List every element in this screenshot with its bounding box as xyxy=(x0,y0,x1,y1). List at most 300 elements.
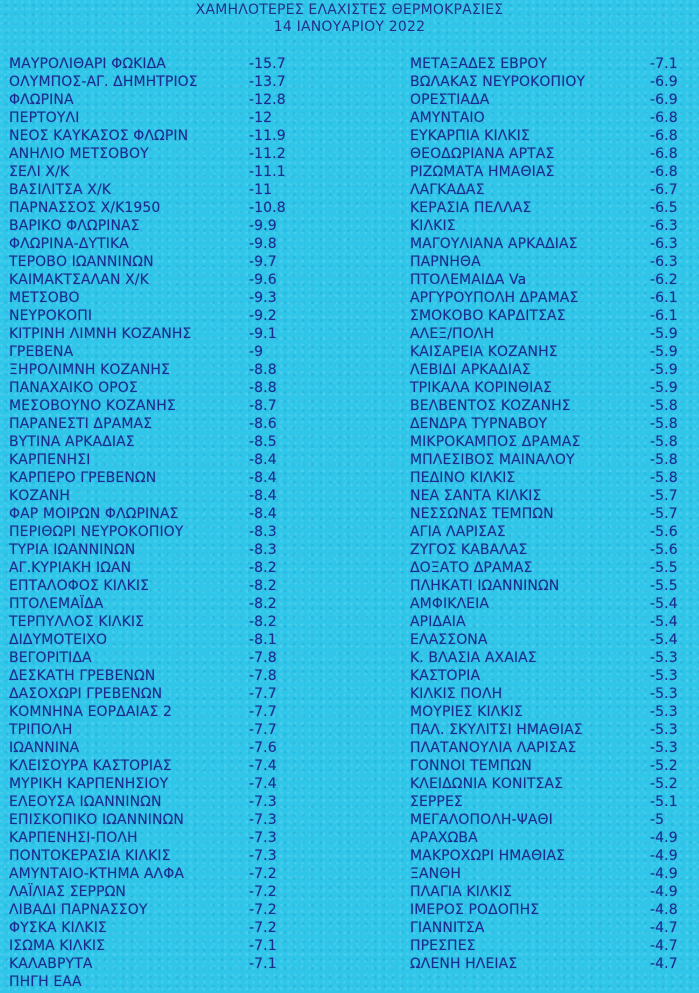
station-temperature: -10.8 xyxy=(249,200,286,216)
station-row xyxy=(9,919,299,937)
station-temperature: -9.2 xyxy=(249,308,277,324)
station-temperature: -6.9 xyxy=(650,92,678,108)
station-name: ΔΕΝΔΡΑ ΤΥΡΝΑΒΟΥ xyxy=(410,416,548,432)
station-row xyxy=(9,379,299,397)
station-temperature: -7.1 xyxy=(249,938,277,954)
station-temperature: -8.4 xyxy=(249,470,277,486)
station-temperature: -5.3 xyxy=(650,668,678,684)
station-row xyxy=(410,685,692,703)
station-name: ΝΕΣΣΩΝΑΣ ΤΕΜΠΩΝ xyxy=(410,506,554,522)
station-name: ΝΕΑ ΣΑΝΤΑ ΚΙΛΚΙΣ xyxy=(410,488,542,504)
station-name: ΤΕΡΠΥΛΛΟΣ ΚΙΛΚΙΣ xyxy=(9,614,145,630)
station-temperature: -7.2 xyxy=(249,866,277,882)
station-row xyxy=(9,865,299,883)
station-name: ΜΙΚΡΟΚΑΜΠΟΣ ΔΡΑΜΑΣ xyxy=(410,434,581,450)
station-name: ΑΛΕΞ/ΠΟΛΗ xyxy=(410,326,495,342)
station-temperature: -15.7 xyxy=(249,56,286,72)
station-name: ΙΣΩΜΑ ΚΙΛΚΙΣ xyxy=(9,938,106,954)
station-row xyxy=(410,811,692,829)
station-row xyxy=(410,433,692,451)
station-name: ΣΜΟΚΟΒΟ ΚΑΡΔΙΤΣΑΣ xyxy=(410,308,566,324)
station-row xyxy=(410,145,692,163)
station-temperature: -5.3 xyxy=(650,704,678,720)
station-name: ΙΩΑΝΝΙΝΑ xyxy=(9,740,80,756)
station-temperature: -7.7 xyxy=(249,686,277,702)
station-row xyxy=(9,847,299,865)
station-name: ΓΟΝΝΟΙ ΤΕΜΠΩΝ xyxy=(410,758,532,774)
station-row xyxy=(9,793,299,811)
station-name: ΓΙΑΝΝΙΤΣΑ xyxy=(410,920,485,936)
station-temperature: -5.6 xyxy=(650,542,678,558)
station-row xyxy=(410,577,692,595)
station-row xyxy=(9,541,299,559)
station-temperature: -4.9 xyxy=(650,830,678,846)
station-name: ΝΕΥΡΟΚΟΠΙ xyxy=(9,308,93,324)
station-name: ΝΕΟΣ ΚΑΥΚΑΣΟΣ ΦΛΩΡΙΝ xyxy=(9,128,189,144)
station-temperature: -7.7 xyxy=(249,722,277,738)
station-name: ΔΕΣΚΑΤΗ ΓΡΕΒΕΝΩΝ xyxy=(9,668,156,684)
right-temperature-list xyxy=(410,55,692,973)
station-row xyxy=(410,955,692,973)
station-row xyxy=(410,793,692,811)
station-name: ΠΛΗΚΑΤΙ ΙΩΑΝΝΙΝΩΝ xyxy=(410,578,560,594)
station-name: ΜΑΚΡΟΧΩΡΙ ΗΜΑΘΙΑΣ xyxy=(410,848,566,864)
station-row xyxy=(9,127,299,145)
station-name: ΙΜΕΡΟΣ ΡΟΔΟΠΗΣ xyxy=(410,902,540,918)
station-temperature: -9.9 xyxy=(249,218,277,234)
station-name: ΡΙΖΩΜΑΤΑ ΗΜΑΘΙΑΣ xyxy=(410,164,555,180)
station-temperature: -6.8 xyxy=(650,128,678,144)
station-row xyxy=(9,559,299,577)
station-temperature: -8.3 xyxy=(249,542,277,558)
station-temperature: -8.4 xyxy=(249,506,277,522)
station-row xyxy=(9,55,299,73)
station-name: ΜΥΡΙΚΗ ΚΑΡΠΕΝΗΣΙΟΥ xyxy=(9,776,169,792)
station-temperature: -8.1 xyxy=(249,632,277,648)
station-temperature: -7.7 xyxy=(249,704,277,720)
station-name: ΔΑΣΟΧΩΡΙ ΓΡΕΒΕΝΩΝ xyxy=(9,686,163,702)
station-temperature: -11.1 xyxy=(249,164,286,180)
station-temperature: -6.8 xyxy=(650,146,678,162)
station-row xyxy=(9,829,299,847)
station-name: ΠΑΡΑΝΕΣΤΙ ΔΡΑΜΑΣ xyxy=(9,416,153,432)
station-temperature: -4.7 xyxy=(650,938,678,954)
station-name: ΜΕΤΣΟΒΟ xyxy=(9,290,80,306)
station-temperature: -7.1 xyxy=(650,56,678,72)
station-temperature: -5.3 xyxy=(650,740,678,756)
station-temperature: -5.7 xyxy=(650,488,678,504)
station-temperature: -5.9 xyxy=(650,344,678,360)
station-temperature: -6.5 xyxy=(650,200,678,216)
station-name: ΠΟΝΤΟΚΕΡΑΣΙΑ ΚΙΛΚΙΣ xyxy=(9,848,171,864)
station-temperature: -8.7 xyxy=(249,398,277,414)
station-temperature: -6.1 xyxy=(650,308,678,324)
station-row xyxy=(9,217,299,235)
station-temperature: -8.4 xyxy=(249,488,277,504)
station-row xyxy=(9,685,299,703)
station-row xyxy=(410,325,692,343)
station-name: ΑΡΙΔΑΙΑ xyxy=(410,614,466,630)
station-name: ΚΑΡΠΕΝΗΣΙ-ΠΟΛΗ xyxy=(9,830,138,846)
station-temperature: -7.2 xyxy=(249,884,277,900)
station-row xyxy=(9,721,299,739)
station-name: ΠΗΓΗ ΕΑΑ xyxy=(9,974,82,990)
station-row xyxy=(410,451,692,469)
station-row xyxy=(410,361,692,379)
station-name: ΛΕΒΙΔΙ ΑΡΚΑΔΙΑΣ xyxy=(410,362,531,378)
station-name: ΒΑΣΙΛΙΤΣΑ Χ/Κ xyxy=(9,182,112,198)
station-name: ΠΤΟΛΕΜΑΪΔΑ xyxy=(9,596,104,612)
station-temperature: -8.2 xyxy=(249,596,277,612)
station-name: ΕΠΤΑΛΟΦΟΣ ΚΙΛΚΙΣ xyxy=(9,578,150,594)
station-name: ΚΟΖΑΝΗ xyxy=(9,488,70,504)
station-temperature: -6.2 xyxy=(650,272,678,288)
station-row xyxy=(410,865,692,883)
station-name: ΚΙΤΡΙΝΗ ΛΙΜΝΗ ΚΟΖΑΝΗΣ xyxy=(9,326,192,342)
station-row xyxy=(9,433,299,451)
station-temperature: -5.2 xyxy=(650,776,678,792)
station-row xyxy=(9,145,299,163)
station-row xyxy=(410,55,692,73)
station-temperature: -4.7 xyxy=(650,956,678,972)
station-name: ΦΛΩΡΙΝΑ xyxy=(9,92,74,108)
station-name: ΕΠΙΣΚΟΠΙΚΟ ΙΩΑΝΝΙΝΩΝ xyxy=(9,812,184,828)
station-row xyxy=(9,883,299,901)
station-temperature: -4.9 xyxy=(650,884,678,900)
station-name: ΒΥΤΙΝΑ ΑΡΚΑΔΙΑΣ xyxy=(9,434,135,450)
station-row xyxy=(9,505,299,523)
station-temperature: -6.8 xyxy=(650,164,678,180)
station-row xyxy=(9,109,299,127)
station-name: ΖΥΓΟΣ ΚΑΒΑΛΑΣ xyxy=(410,542,528,558)
station-name: ΜΑΥΡΟΛΙΘΑΡΙ ΦΩΚΙΔΑ xyxy=(9,56,166,72)
station-row xyxy=(9,91,299,109)
station-temperature: -5.4 xyxy=(650,632,678,648)
page-date: 14 ΙΑΝΟΥΑΡΙΟΥ 2022 xyxy=(273,19,426,35)
station-row xyxy=(9,415,299,433)
station-row xyxy=(9,595,299,613)
station-temperature: -7.3 xyxy=(249,848,277,864)
station-row xyxy=(410,739,692,757)
station-row xyxy=(410,559,692,577)
station-row xyxy=(410,829,692,847)
station-temperature: -11.2 xyxy=(249,146,286,162)
station-name: ΤΡΙΚΑΛΑ ΚΟΡΙΝΘΙΑΣ xyxy=(410,380,553,396)
station-temperature: -7.3 xyxy=(249,830,277,846)
station-row xyxy=(410,217,692,235)
station-row xyxy=(9,955,299,973)
station-row xyxy=(9,811,299,829)
station-temperature: -11 xyxy=(249,182,273,198)
station-temperature: -5.8 xyxy=(650,470,678,486)
station-row xyxy=(410,721,692,739)
station-temperature: -9.8 xyxy=(249,236,277,252)
station-row xyxy=(410,109,692,127)
station-name: ΦΥΣΚΑ ΚΙΛΚΙΣ xyxy=(9,920,107,936)
station-temperature: -5.8 xyxy=(650,434,678,450)
station-name: ΠΕΡΙΘΩΡΙ ΝΕΥΡΟΚΟΠΙΟΥ xyxy=(9,524,184,540)
station-row xyxy=(9,361,299,379)
station-temperature: -7.3 xyxy=(249,812,277,828)
station-name: ΚΙΛΚΙΣ xyxy=(410,218,456,234)
station-name: ΒΑΡΙΚΟ ΦΛΩΡΙΝΑΣ xyxy=(9,218,140,234)
station-temperature: -5.3 xyxy=(650,722,678,738)
station-name: ΠΕΡΤΟΥΛΙ xyxy=(9,110,80,126)
station-temperature: -8.5 xyxy=(249,434,277,450)
station-temperature: -5.4 xyxy=(650,614,678,630)
station-row xyxy=(9,667,299,685)
station-name: ΠΑΡΝΑΣΣΟΣ Χ/Κ1950 xyxy=(9,200,161,216)
station-temperature: -8.3 xyxy=(249,524,277,540)
station-row xyxy=(9,577,299,595)
station-name: ΑΓΙΑ ΛΑΡΙΣΑΣ xyxy=(410,524,506,540)
station-temperature: -5.9 xyxy=(650,380,678,396)
station-row xyxy=(410,127,692,145)
station-row xyxy=(410,307,692,325)
station-row xyxy=(9,343,299,361)
station-temperature: -5.5 xyxy=(650,560,678,576)
station-name: Κ. ΒΛΑΣΙΑ ΑΧΑΙΑΣ xyxy=(410,650,537,666)
station-name: ΚΑΡΠΕΝΗΣΙ xyxy=(9,452,91,468)
station-row xyxy=(9,289,299,307)
station-row xyxy=(9,253,299,271)
station-temperature: -6.7 xyxy=(650,182,678,198)
station-name: ΚΟΜΝΗΝΑ ΕΟΡΔΑΙΑΣ 2 xyxy=(9,704,172,720)
station-row xyxy=(410,775,692,793)
station-name: ΒΕΓΟΡΙΤΙΔΑ xyxy=(9,650,92,666)
station-row xyxy=(9,523,299,541)
station-name: ΞΗΡΟΛΙΜΝΗ ΚΟΖΑΝΗΣ xyxy=(9,362,170,378)
station-row xyxy=(9,181,299,199)
station-row xyxy=(410,235,692,253)
station-name: ΑΡΑΧΩΒΑ xyxy=(410,830,478,846)
station-row xyxy=(9,451,299,469)
station-name: ΠΛΑΤΑΝΟΥΛΙΑ ΛΑΡΙΣΑΣ xyxy=(410,740,577,756)
station-temperature: -8.6 xyxy=(249,416,277,432)
station-name: ΚΛΕΙΣΟΥΡΑ ΚΑΣΤΟΡΙΑΣ xyxy=(9,758,172,774)
station-row xyxy=(410,271,692,289)
station-temperature: -12.8 xyxy=(249,92,286,108)
station-name: ΠΑΛ. ΣΚΥΛΙΤΣΙ ΗΜΑΘΙΑΣ xyxy=(410,722,583,738)
station-name: ΑΜΦΙΚΛΕΙΑ xyxy=(410,596,490,612)
station-temperature: -5.5 xyxy=(650,578,678,594)
station-temperature: -5.9 xyxy=(650,362,678,378)
station-name: ΕΛΑΣΣΟΝΑ xyxy=(410,632,488,648)
station-row xyxy=(9,163,299,181)
station-temperature: -8.2 xyxy=(249,614,277,630)
station-row xyxy=(410,469,692,487)
station-temperature: -8.8 xyxy=(249,362,277,378)
station-row xyxy=(9,937,299,955)
station-row xyxy=(410,379,692,397)
station-row xyxy=(9,649,299,667)
station-temperature: -5.7 xyxy=(650,506,678,522)
station-row xyxy=(410,253,692,271)
station-row xyxy=(410,703,692,721)
station-row xyxy=(9,703,299,721)
station-temperature: -6.1 xyxy=(650,290,678,306)
station-temperature: -9.7 xyxy=(249,254,277,270)
station-row xyxy=(410,289,692,307)
station-temperature: -5.9 xyxy=(650,326,678,342)
station-row xyxy=(410,505,692,523)
station-name: ΩΛΕΝΗ ΗΛΕΙΑΣ xyxy=(410,956,518,972)
station-row xyxy=(410,181,692,199)
station-row xyxy=(9,271,299,289)
station-name: ΠΡΕΣΠΕΣ xyxy=(410,938,476,954)
station-name: ΑΜΥΝΤΑΙΟ xyxy=(410,110,485,126)
station-name: ΠΛΑΓΙΑ ΚΙΛΚΙΣ xyxy=(410,884,512,900)
station-temperature: -9.6 xyxy=(249,272,277,288)
station-name: ΚΑΙΣΑΡΕΙΑ ΚΟΖΑΝΗΣ xyxy=(410,344,558,360)
station-temperature: -4.8 xyxy=(650,902,678,918)
station-name: ΚΑΙΜΑΚΤΣΑΛΑΝ Χ/Κ xyxy=(9,272,149,288)
station-name: ΑΜΥΝΤΑΙΟ-ΚΤΗΜΑ ΑΛΦΑ xyxy=(9,866,185,882)
station-temperature: -8.4 xyxy=(249,452,277,468)
station-row xyxy=(410,73,692,91)
station-temperature: -13.7 xyxy=(249,74,286,90)
station-temperature: -8.8 xyxy=(249,380,277,396)
station-row xyxy=(410,613,692,631)
station-name: ΜΟΥΡΙΕΣ ΚΙΛΚΙΣ xyxy=(410,704,523,720)
station-temperature: -5.8 xyxy=(650,452,678,468)
station-name: ΚΑΡΠΕΡΟ ΓΡΕΒΕΝΩΝ xyxy=(9,470,157,486)
station-name: ΑΓ.ΚΥΡΙΑΚΗ ΙΩΑΝ xyxy=(9,560,132,576)
station-name: ΣΕΡΡΕΣ xyxy=(410,794,463,810)
station-temperature: -5.1 xyxy=(650,794,678,810)
station-row xyxy=(9,901,299,919)
station-temperature: -12 xyxy=(249,110,273,126)
station-name: ΕΥΚΑΡΠΙΑ ΚΙΛΚΙΣ xyxy=(410,128,530,144)
station-row xyxy=(410,397,692,415)
station-name: ΓΡΕΒΕΝΑ xyxy=(9,344,74,360)
station-temperature: -5 xyxy=(650,812,665,828)
station-name: ΔΙΔΥΜΟΤΕΙΧΟ xyxy=(9,632,108,648)
station-name: ΚΑΣΤΟΡΙΑ xyxy=(410,668,481,684)
station-row xyxy=(410,487,692,505)
station-temperature: -5.2 xyxy=(650,758,678,774)
station-temperature: -9.3 xyxy=(249,290,277,306)
station-row xyxy=(9,775,299,793)
station-temperature: -7.4 xyxy=(249,776,277,792)
station-temperature: -7.8 xyxy=(249,650,277,666)
station-row xyxy=(410,91,692,109)
station-name: ΔΟΞΑΤΟ ΔΡΑΜΑΣ xyxy=(410,560,533,576)
station-name: ΠΤΟΛΕΜΑΙΔΑ Va xyxy=(410,272,527,288)
station-name: ΑΝΗΛΙΟ ΜΕΤΣΟΒΟΥ xyxy=(9,146,149,162)
station-row xyxy=(410,343,692,361)
left-temperature-list xyxy=(9,55,299,991)
station-temperature: -7.3 xyxy=(249,794,277,810)
station-name: ΠΕΔΙΝΟ ΚΙΛΚΙΣ xyxy=(410,470,516,486)
station-temperature: -7.8 xyxy=(249,668,277,684)
station-name: ΠΑΝΑΧΑΙΚΟ ΟΡΟΣ xyxy=(9,380,138,396)
station-temperature: -5.8 xyxy=(650,416,678,432)
station-temperature: -4.9 xyxy=(650,866,678,882)
station-temperature: -4.7 xyxy=(650,920,678,936)
station-name: ΚΑΛΑΒΡΥΤΑ xyxy=(9,956,93,972)
station-row xyxy=(9,613,299,631)
station-row xyxy=(9,469,299,487)
station-name: ΚΙΛΚΙΣ ΠΟΛΗ xyxy=(410,686,503,702)
station-row xyxy=(9,73,299,91)
station-temperature: -7.2 xyxy=(249,920,277,936)
station-row xyxy=(410,667,692,685)
station-name: ΜΕΤΑΞΑΔΕΣ ΕΒΡΟΥ xyxy=(410,56,548,72)
station-temperature: -11.9 xyxy=(249,128,286,144)
station-temperature: -6.8 xyxy=(650,110,678,126)
station-temperature: -7.6 xyxy=(249,740,277,756)
station-row xyxy=(9,235,299,253)
station-temperature: -5.3 xyxy=(650,650,678,666)
station-name: ΟΛΥΜΠΟΣ-ΑΓ. ΔΗΜΗΤΡΙΟΣ xyxy=(9,74,198,90)
station-temperature: -7.2 xyxy=(249,902,277,918)
station-temperature: -9.1 xyxy=(249,326,277,342)
station-name: ΘΕΟΔΩΡΙΑΝΑ ΑΡΤΑΣ xyxy=(410,146,555,162)
station-name: ΑΡΓΥΡΟΥΠΟΛΗ ΔΡΑΜΑΣ xyxy=(410,290,579,306)
station-row xyxy=(410,901,692,919)
station-name: ΜΕΣΟΒΟΥΝΟ ΚΟΖΑΝΗΣ xyxy=(9,398,176,414)
station-row xyxy=(410,847,692,865)
station-temperature: -7.1 xyxy=(249,956,277,972)
station-temperature: -6.3 xyxy=(650,236,678,252)
station-row xyxy=(9,487,299,505)
station-name: ΚΕΡΑΣΙΑ ΠΕΛΛΑΣ xyxy=(410,200,532,216)
station-name: ΛΑΪΛΙΑΣ ΣΕΡΡΩΝ xyxy=(9,884,127,900)
station-temperature: -5.8 xyxy=(650,398,678,414)
station-row xyxy=(9,325,299,343)
station-name: ΦΛΩΡΙΝΑ-ΔΥΤΙΚΑ xyxy=(9,236,129,252)
station-temperature: -5.4 xyxy=(650,596,678,612)
station-temperature: -8.2 xyxy=(249,578,277,594)
station-row xyxy=(410,415,692,433)
page-header xyxy=(0,2,699,36)
page-title: ΧΑΜΗΛΟΤΕΡΕΣ ΕΛΑΧΙΣΤΕΣ ΘΕΡΜΟΚΡΑΣΙΕΣ xyxy=(195,2,504,18)
station-name: ΜΑΓΟΥΛΙΑΝΑ ΑΡΚΑΔΙΑΣ xyxy=(410,236,578,252)
station-name: ΒΕΛΒΕΝΤΟΣ ΚΟΖΑΝΗΣ xyxy=(410,398,571,414)
station-temperature: -4.9 xyxy=(650,848,678,864)
station-row xyxy=(410,757,692,775)
station-name: ΕΛΕΟΥΣΑ ΙΩΑΝΝΙΝΩΝ xyxy=(9,794,162,810)
station-row xyxy=(9,307,299,325)
station-row xyxy=(410,649,692,667)
station-temperature: -7.4 xyxy=(249,758,277,774)
station-row xyxy=(410,523,692,541)
station-name: ΟΡΕΣΤΙΑΔΑ xyxy=(410,92,490,108)
station-name: ΤΥΡΙΑ ΙΩΑΝΝΙΝΩΝ xyxy=(9,542,136,558)
station-name: ΦΑΡ ΜΟΙΡΩΝ ΦΛΩΡΙΝΑΣ xyxy=(9,506,179,522)
station-temperature: -6.3 xyxy=(650,218,678,234)
station-name: ΒΩΛΑΚΑΣ ΝΕΥΡΟΚΟΠΙΟΥ xyxy=(410,74,586,90)
station-name: ΜΕΓΑΛΟΠΟΛΗ-ΨΑΘΙ xyxy=(410,812,553,828)
station-name: ΛΙΒΑΔΙ ΠΑΡΝΑΣΣΟΥ xyxy=(9,902,148,918)
station-name: ΤΡΙΠΟΛΗ xyxy=(9,722,73,738)
station-name: ΛΑΓΚΑΔΑΣ xyxy=(410,182,485,198)
station-row xyxy=(410,595,692,613)
station-row xyxy=(410,919,692,937)
station-row xyxy=(410,541,692,559)
station-name: ΠΑΡΝΗΘΑ xyxy=(410,254,481,270)
station-row xyxy=(9,757,299,775)
station-row xyxy=(410,163,692,181)
station-row xyxy=(9,397,299,415)
station-name: ΜΠΛΕΣΙΒΟΣ ΜΑΙΝΑΛΟΥ xyxy=(410,452,575,468)
station-row xyxy=(410,199,692,217)
station-name: ΣΕΛΙ Χ/Κ xyxy=(9,164,70,180)
station-temperature: -6.9 xyxy=(650,74,678,90)
station-row xyxy=(410,631,692,649)
station-temperature: -8.2 xyxy=(249,560,277,576)
